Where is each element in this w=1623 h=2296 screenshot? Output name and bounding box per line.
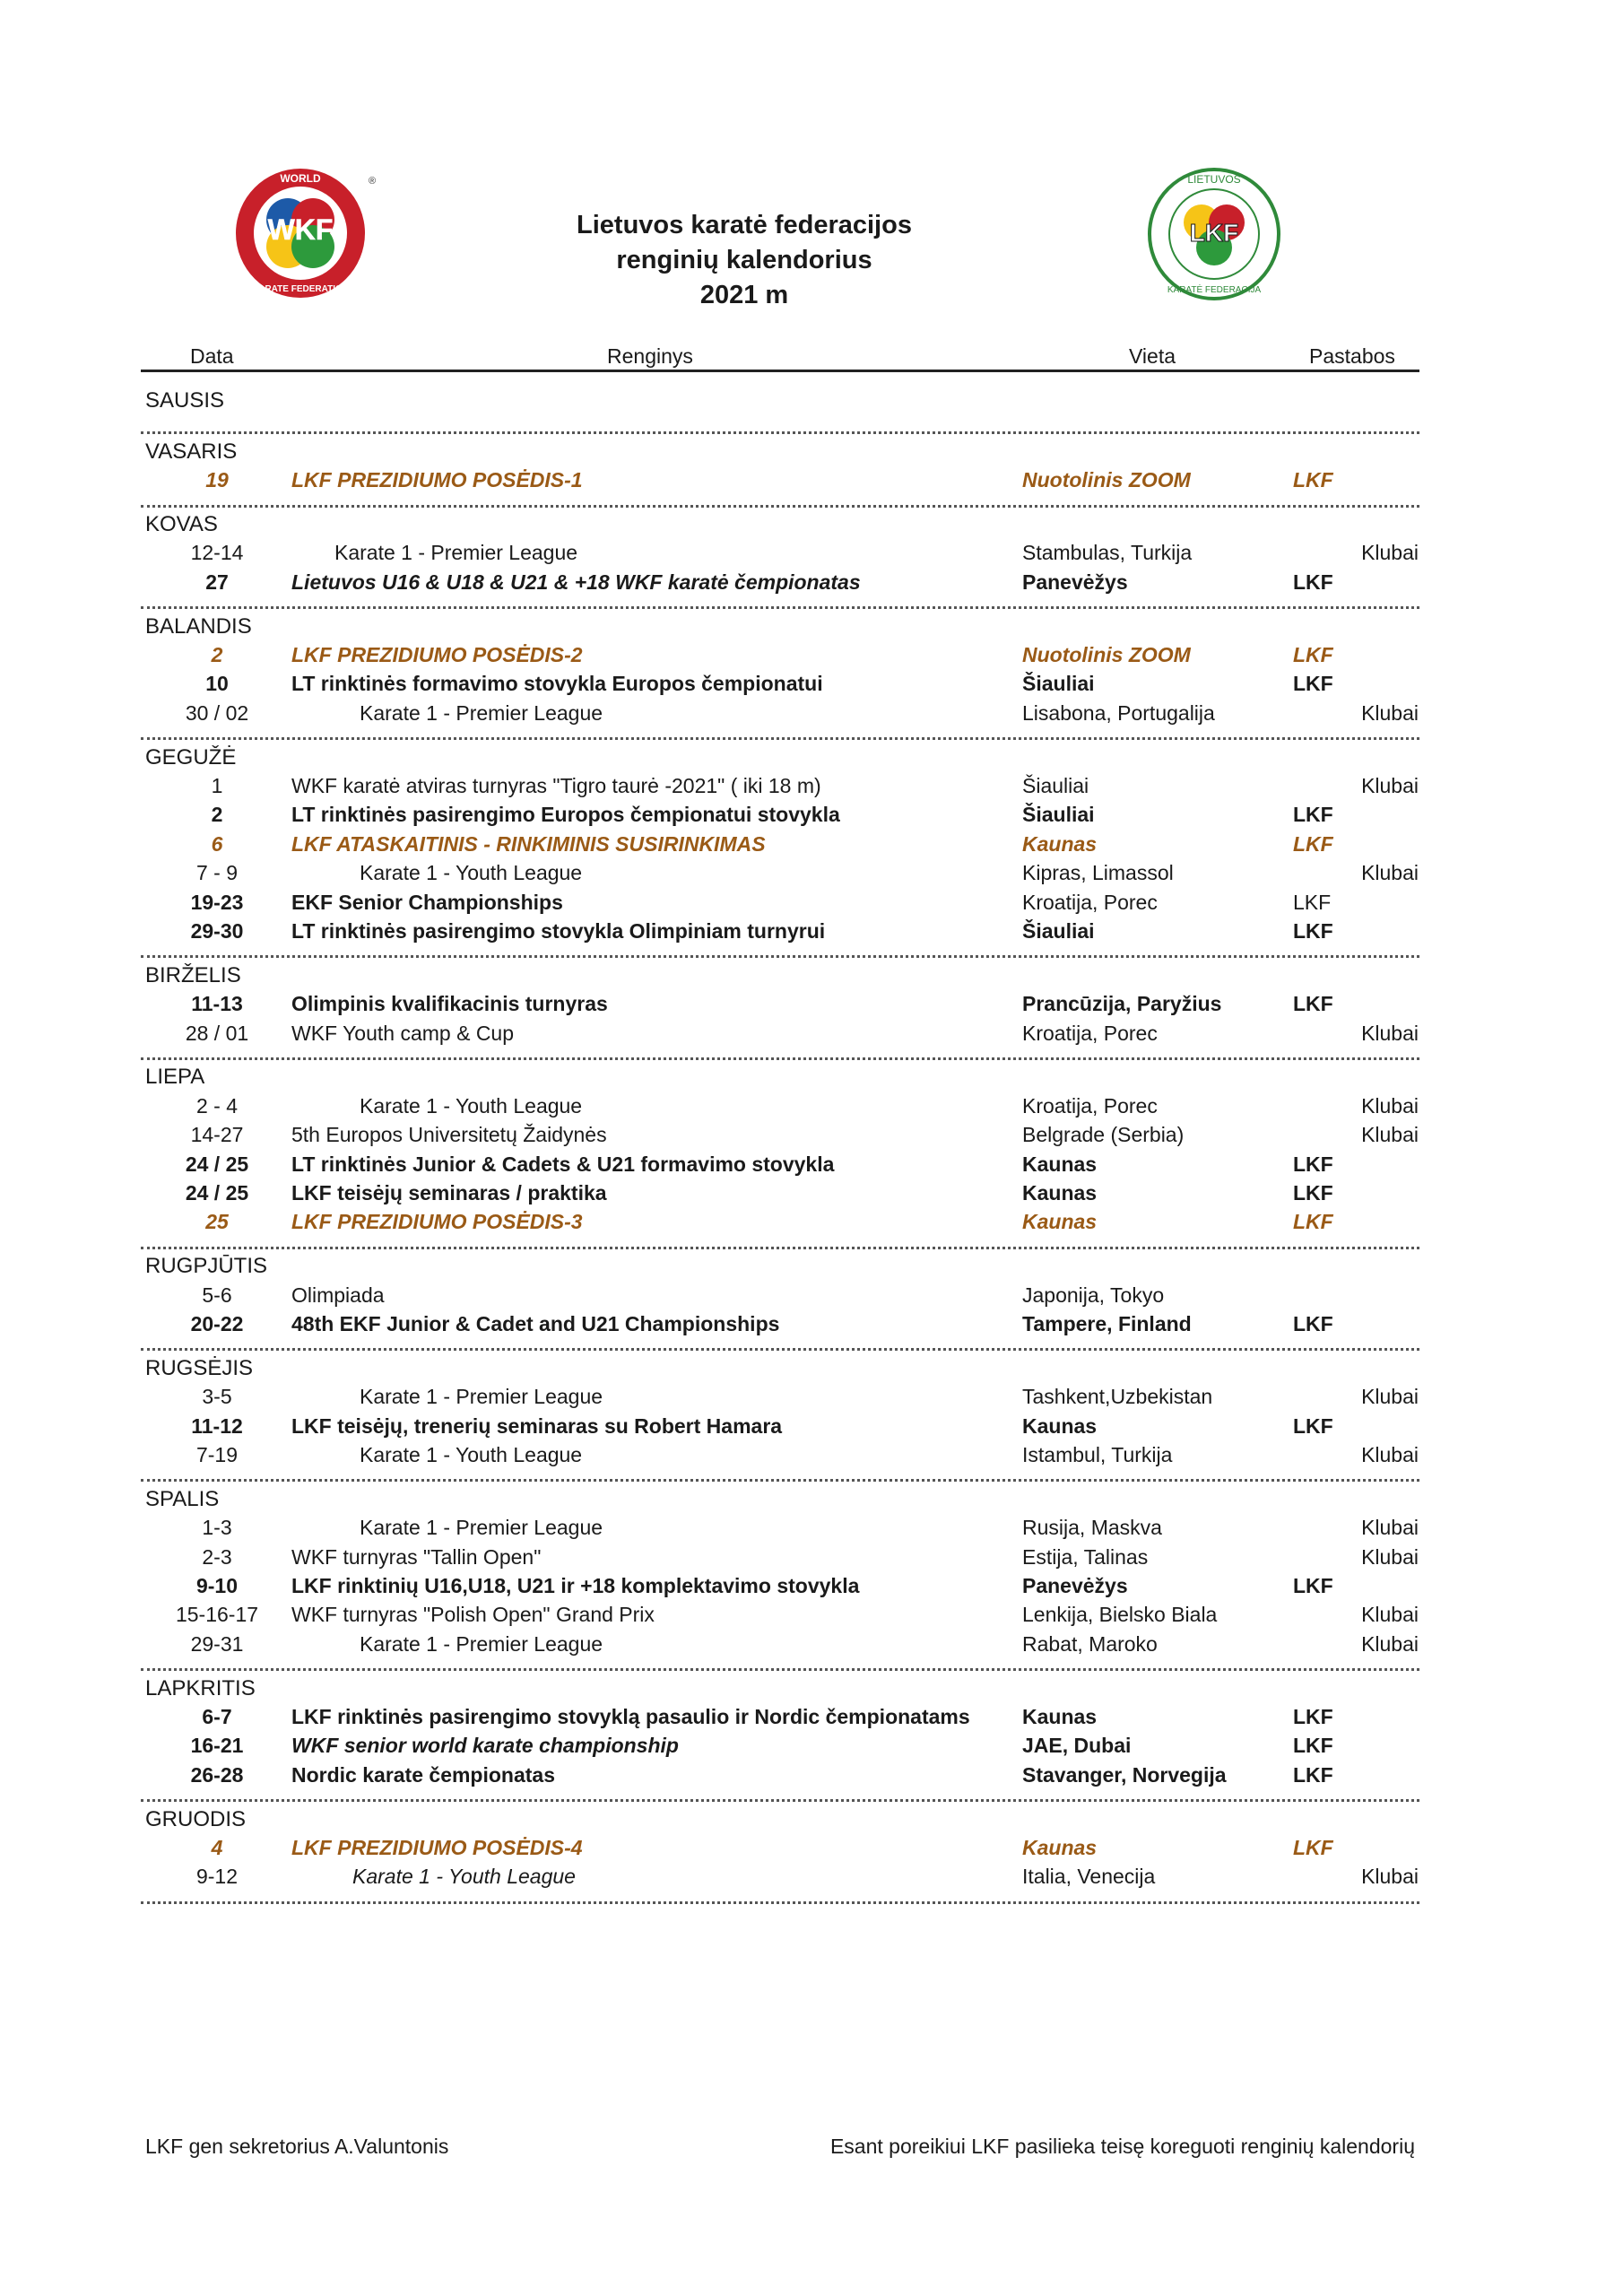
event-date: 29-30 bbox=[190, 919, 244, 943]
month-label: BIRŽELIS bbox=[145, 962, 241, 987]
month-label: GRUODIS bbox=[145, 1806, 247, 1831]
event-date: 5-6 bbox=[202, 1283, 232, 1307]
column-header-place: Vieta bbox=[1129, 344, 1176, 368]
month-separator bbox=[141, 606, 1419, 609]
event-place: Rusija, Maskva bbox=[1022, 1516, 1162, 1540]
month-separator bbox=[141, 1901, 1419, 1904]
event-name: LT rinktinės pasirengimo stovykla Olimpiniam turnyrui bbox=[291, 919, 826, 943]
event-organizer: LKF bbox=[1293, 1181, 1333, 1205]
event-place: Šiauliai bbox=[1022, 672, 1095, 696]
event-note: Klubai bbox=[1361, 1603, 1419, 1627]
event-name: Karate 1 - Premier League bbox=[360, 1516, 603, 1540]
event-date: 29-31 bbox=[190, 1631, 244, 1656]
event-row bbox=[141, 1516, 1419, 1544]
event-organizer: LKF bbox=[1293, 890, 1332, 914]
event-date: 25 bbox=[205, 1210, 229, 1234]
month-label: BALANDIS bbox=[145, 613, 252, 639]
event-place: Šiauliai bbox=[1022, 774, 1089, 797]
event-name: EKF Senior Championships bbox=[291, 890, 563, 914]
event-organizer: LKF bbox=[1293, 803, 1333, 827]
title-line-2: renginių kalendorius bbox=[616, 246, 872, 274]
event-date: 11-12 bbox=[191, 1413, 243, 1438]
event-row bbox=[141, 1414, 1419, 1443]
event-name: LKF PREZIDIUMO POSĖDIS-1 bbox=[291, 468, 583, 492]
event-place: Nuotolinis ZOOM bbox=[1022, 468, 1191, 492]
event-date: 7 - 9 bbox=[195, 861, 239, 885]
event-date: 3-5 bbox=[202, 1385, 232, 1409]
event-organizer: LKF bbox=[1293, 1762, 1333, 1787]
event-place: Istambul, Turkija bbox=[1022, 1443, 1173, 1466]
event-row bbox=[141, 1865, 1419, 1893]
month-label: GEGUŽĖ bbox=[145, 744, 237, 770]
column-header-event: Renginys bbox=[607, 344, 693, 368]
event-date: 7-19 bbox=[195, 1443, 239, 1466]
event-place: Italia, Venecija bbox=[1022, 1865, 1156, 1889]
event-organizer: LKF bbox=[1293, 1312, 1333, 1335]
event-place: Nuotolinis ZOOM bbox=[1022, 643, 1191, 666]
event-row bbox=[141, 1385, 1419, 1413]
event-date: 26-28 bbox=[190, 1762, 244, 1787]
event-name: LKF rinktinių U16,U18, U21 ir +18 komplektavimo stovykla bbox=[291, 1574, 860, 1597]
lkf-logo-ring-bottom: KARATĖ FEDERACIJA bbox=[1167, 285, 1262, 295]
month-separator bbox=[141, 1247, 1419, 1249]
event-name: LKF rinktinės pasirengimo stovyklą pasaulio ir Nordic čempionatams bbox=[291, 1705, 970, 1728]
event-place: Kaunas bbox=[1022, 1836, 1098, 1859]
event-name: LT rinktinės formavimo stovykla Europos čempionatui bbox=[291, 672, 823, 696]
event-organizer: LKF bbox=[1293, 643, 1333, 666]
event-row bbox=[141, 672, 1419, 700]
wkf-logo-ring-top: WORLD bbox=[280, 172, 321, 185]
event-note: Klubai bbox=[1361, 1123, 1419, 1147]
event-name: LKF PREZIDIUMO POSĖDIS-2 bbox=[291, 643, 583, 666]
event-name: Karate 1 - Premier League bbox=[360, 1631, 603, 1656]
event-row bbox=[141, 1603, 1419, 1631]
event-organizer: LKF bbox=[1293, 1836, 1333, 1859]
event-date: 1 bbox=[211, 774, 223, 797]
event-place: Kaunas bbox=[1022, 1181, 1098, 1205]
month-separator bbox=[141, 1668, 1419, 1671]
event-row bbox=[141, 1763, 1419, 1792]
event-organizer: LKF bbox=[1293, 831, 1333, 856]
event-row bbox=[141, 803, 1419, 831]
event-place: Belgrade (Serbia) bbox=[1022, 1123, 1185, 1147]
event-name: Karate 1 - Youth League bbox=[360, 1093, 583, 1118]
event-place: Lenkija, Bielsko Biala bbox=[1022, 1603, 1218, 1627]
event-note: Klubai bbox=[1361, 1516, 1419, 1540]
lkf-logo-ring-top: LIETUVOS bbox=[1187, 173, 1241, 186]
event-name: Olimpiada bbox=[291, 1283, 385, 1307]
event-place: Kroatija, Porec bbox=[1022, 890, 1158, 914]
event-row bbox=[141, 1210, 1419, 1239]
event-organizer: LKF bbox=[1293, 1210, 1333, 1234]
event-name: LT rinktinės Junior & Cadets & U21 formavimo stovykla bbox=[291, 1152, 835, 1176]
event-date: 2 bbox=[211, 803, 223, 827]
event-date: 20-22 bbox=[190, 1312, 244, 1335]
event-organizer: LKF bbox=[1293, 468, 1333, 492]
event-date: 15-16-17 bbox=[175, 1603, 259, 1627]
month-label: RUGSĖJIS bbox=[145, 1355, 254, 1380]
event-row bbox=[141, 541, 1419, 570]
event-row bbox=[141, 1094, 1419, 1123]
event-row bbox=[141, 1312, 1419, 1341]
event-date: 16-21 bbox=[190, 1734, 244, 1758]
event-name: WKF Youth camp & Cup bbox=[291, 1021, 515, 1045]
event-name: 5th Europos Universitetų Žaidynės bbox=[291, 1123, 607, 1147]
month-separator bbox=[141, 431, 1419, 434]
event-row bbox=[141, 1632, 1419, 1661]
event-place: Panevėžys bbox=[1022, 1574, 1128, 1597]
month-label: RUGPJŪTIS bbox=[145, 1254, 268, 1279]
event-date: 28 / 01 bbox=[185, 1021, 249, 1045]
event-date: 6-7 bbox=[202, 1705, 232, 1728]
event-date: 2 bbox=[211, 643, 223, 666]
event-date: 9-12 bbox=[195, 1865, 239, 1889]
event-note: Klubai bbox=[1361, 1865, 1419, 1889]
event-name: WKF turnyras "Polish Open" Grand Prix bbox=[291, 1603, 655, 1627]
lkf-logo-center: LKF bbox=[1189, 219, 1239, 247]
event-row bbox=[141, 1152, 1419, 1181]
column-header-date: Data bbox=[190, 344, 234, 368]
month-separator bbox=[141, 505, 1419, 508]
event-organizer: LKF bbox=[1293, 672, 1333, 696]
event-organizer: LKF bbox=[1293, 919, 1333, 943]
wkf-logo-center: WKF bbox=[267, 213, 334, 246]
event-row bbox=[141, 701, 1419, 730]
event-row bbox=[141, 1705, 1419, 1734]
event-date: 14-27 bbox=[190, 1123, 244, 1147]
title-line-1: Lietuvos karatė federacijos bbox=[577, 211, 912, 239]
event-place: Šiauliai bbox=[1022, 919, 1095, 943]
event-note: Klubai bbox=[1361, 1093, 1419, 1118]
title-line-3: 2021 m bbox=[699, 281, 789, 309]
event-place: Kipras, Limassol bbox=[1022, 861, 1174, 885]
event-date: 27 bbox=[205, 570, 229, 594]
event-name: 48th EKF Junior & Cadet and U21 Championships bbox=[291, 1312, 780, 1335]
event-name: LKF PREZIDIUMO POSĖDIS-3 bbox=[291, 1210, 583, 1234]
event-date: 30 / 02 bbox=[185, 700, 249, 725]
month-separator bbox=[141, 737, 1419, 740]
wkf-logo-registered: ® bbox=[369, 176, 377, 187]
event-place: Japonija, Tokyo bbox=[1022, 1283, 1165, 1307]
footer-secretary: LKF gen sekretorius A.Valuntonis bbox=[145, 2135, 449, 2158]
event-name: Karate 1 - Premier League bbox=[360, 1385, 603, 1409]
event-date: 2-3 bbox=[202, 1544, 232, 1569]
event-date: 6 bbox=[211, 831, 223, 856]
event-organizer: LKF bbox=[1293, 1413, 1333, 1438]
event-place: Kroatija, Porec bbox=[1022, 1093, 1158, 1118]
event-place: Kaunas bbox=[1022, 1413, 1098, 1438]
event-name: LKF teisėjų seminaras / praktika bbox=[291, 1181, 607, 1205]
event-name: LKF ATASKAITINIS - RINKIMINIS SUSIRINKIMAS bbox=[291, 831, 766, 856]
event-place: Prancūzija, Paryžius bbox=[1022, 992, 1222, 1016]
event-date: 10 bbox=[205, 672, 229, 696]
month-label: SPALIS bbox=[145, 1486, 220, 1511]
event-organizer: LKF bbox=[1293, 992, 1333, 1016]
month-separator bbox=[141, 1799, 1419, 1802]
event-date: 2 - 4 bbox=[195, 1093, 239, 1118]
event-organizer: LKF bbox=[1293, 1705, 1333, 1728]
event-place: Estija, Talinas bbox=[1022, 1544, 1149, 1569]
event-organizer: LKF bbox=[1293, 1574, 1333, 1597]
event-place: Kaunas bbox=[1022, 1705, 1098, 1728]
event-row bbox=[141, 861, 1419, 890]
event-place: Kaunas bbox=[1022, 831, 1098, 856]
event-date: 11-13 bbox=[191, 992, 243, 1016]
wkf-logo-ring-bottom: KARATE FEDERATION bbox=[252, 284, 349, 294]
event-row bbox=[141, 1123, 1419, 1152]
event-note: Klubai bbox=[1361, 774, 1419, 797]
month-label: LIEPA bbox=[145, 1065, 205, 1090]
event-note: Klubai bbox=[1361, 541, 1419, 565]
event-name: LT rinktinės pasirengimo Europos čempionatui stovykla bbox=[291, 803, 840, 827]
event-row bbox=[141, 832, 1419, 861]
wkf-logo bbox=[229, 166, 377, 300]
event-row bbox=[141, 992, 1419, 1021]
event-date: 9-10 bbox=[195, 1574, 239, 1597]
event-organizer: LKF bbox=[1293, 1734, 1333, 1758]
event-date: 24 / 25 bbox=[185, 1152, 249, 1176]
event-name: WKF senior world karate championship bbox=[291, 1734, 679, 1758]
event-row bbox=[141, 1443, 1419, 1472]
event-row bbox=[141, 1022, 1419, 1050]
event-place: Lisabona, Portugalija bbox=[1022, 700, 1215, 725]
month-label: LAPKRITIS bbox=[145, 1675, 256, 1700]
event-name: Olimpinis kvalifikacinis turnyras bbox=[291, 992, 608, 1016]
event-place: Kaunas bbox=[1022, 1210, 1098, 1234]
event-name: WKF karatė atviras turnyras "Tigro taurė -2021" ( iki 18 m) bbox=[291, 774, 821, 797]
event-place: Stavanger, Norvegija bbox=[1022, 1762, 1227, 1787]
event-place: JAE, Dubai bbox=[1022, 1734, 1132, 1758]
event-note: Klubai bbox=[1361, 1631, 1419, 1656]
event-name: LKF teisėjų, trenerių seminaras su Robert Hamara bbox=[291, 1413, 783, 1438]
event-row bbox=[141, 1574, 1419, 1603]
lkf-logo bbox=[1137, 167, 1291, 301]
event-place: Kroatija, Porec bbox=[1022, 1021, 1158, 1045]
event-organizer: LKF bbox=[1293, 1152, 1333, 1176]
month-separator bbox=[141, 1479, 1419, 1482]
event-row bbox=[141, 1836, 1419, 1865]
event-note: Klubai bbox=[1361, 1021, 1419, 1045]
event-name: Nordic karate čempionatas bbox=[291, 1762, 556, 1787]
event-place: Tampere, Finland bbox=[1022, 1312, 1192, 1335]
event-row bbox=[141, 468, 1419, 497]
event-date: 12-14 bbox=[190, 541, 244, 565]
event-name: Karate 1 - Premier League bbox=[360, 700, 603, 725]
event-name: Lietuvos U16 & U18 & U21 & +18 WKF karatė čempionatas bbox=[291, 570, 861, 594]
event-name: Karate 1 - Youth League bbox=[352, 1865, 576, 1889]
month-separator bbox=[141, 1348, 1419, 1351]
month-label: SAUSIS bbox=[145, 388, 225, 413]
column-header-notes: Pastabos bbox=[1309, 344, 1395, 368]
event-place: Stambulas, Turkija bbox=[1022, 541, 1193, 565]
event-name: Karate 1 - Premier League bbox=[334, 541, 578, 565]
event-name: Karate 1 - Youth League bbox=[360, 1443, 583, 1466]
event-date: 4 bbox=[211, 1836, 223, 1859]
event-name: Karate 1 - Youth League bbox=[360, 861, 583, 885]
event-date: 19-23 bbox=[190, 890, 244, 914]
event-row bbox=[141, 919, 1419, 948]
event-name: LKF PREZIDIUMO POSĖDIS-4 bbox=[291, 1836, 583, 1859]
event-place: Panevėžys bbox=[1022, 570, 1128, 594]
event-organizer: LKF bbox=[1293, 570, 1333, 594]
event-note: Klubai bbox=[1361, 861, 1419, 885]
month-label: KOVAS bbox=[145, 512, 218, 536]
event-note: Klubai bbox=[1361, 700, 1419, 725]
event-row bbox=[141, 1545, 1419, 1574]
event-date: 1-3 bbox=[202, 1516, 232, 1540]
event-date: 24 / 25 bbox=[185, 1181, 249, 1205]
month-separator bbox=[141, 1057, 1419, 1060]
event-row bbox=[141, 1181, 1419, 1210]
event-note: Klubai bbox=[1361, 1385, 1419, 1409]
event-row bbox=[141, 643, 1419, 672]
event-place: Rabat, Maroko bbox=[1022, 1631, 1158, 1656]
month-separator bbox=[141, 955, 1419, 958]
event-row bbox=[141, 1734, 1419, 1762]
event-place: Kaunas bbox=[1022, 1152, 1098, 1176]
event-place: Šiauliai bbox=[1022, 803, 1095, 827]
event-place: Tashkent,Uzbekistan bbox=[1022, 1385, 1213, 1409]
event-note: Klubai bbox=[1361, 1544, 1419, 1569]
footer-disclaimer: Esant poreikiui LKF pasilieka teisę koreguoti renginių kalendorių bbox=[829, 2135, 1415, 2158]
table-header bbox=[141, 343, 1419, 372]
event-row bbox=[141, 891, 1419, 919]
event-row bbox=[141, 774, 1419, 803]
event-row bbox=[141, 1283, 1419, 1312]
month-label: VASARIS bbox=[145, 439, 238, 464]
event-note: Klubai bbox=[1361, 1443, 1419, 1466]
event-name: WKF turnyras "Tallin Open" bbox=[291, 1544, 542, 1569]
event-row bbox=[141, 570, 1419, 599]
event-date: 19 bbox=[205, 468, 229, 492]
